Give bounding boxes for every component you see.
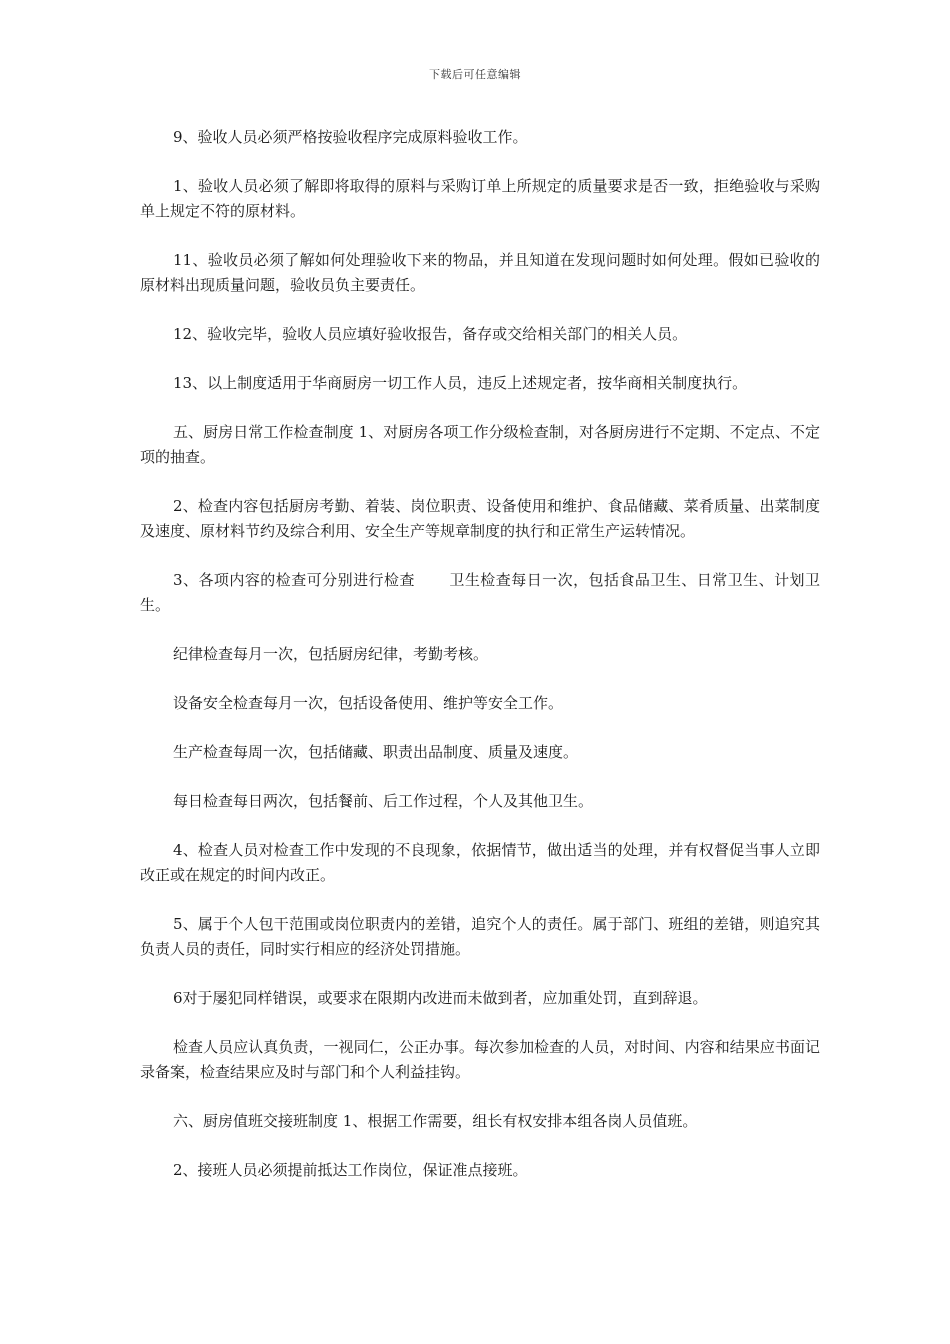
paragraph-section-six: 六、厨房值班交接班制度 1、根据工作需要，组长有权安排本组各岗人员值班。 xyxy=(173,1112,698,1130)
document-body xyxy=(140,125,820,1207)
paragraph-receiving-report: 12、验收完毕，验收人员应填好验收报告，备存或交给相关部门的相关人员。 xyxy=(173,325,688,343)
paragraph-scope: 13、以上制度适用于华商厨房一切工作人员，违反上述规定者，按华商相关制度执行。 xyxy=(173,374,748,392)
paragraph-inspector-conduct: 检查人员应认真负责，一视同仁，公正办事。每次参加检查的人员，对时间、内容和结果应书面记录备案，检查结果应及时与部门和个人利益挂钩。 xyxy=(140,1038,820,1081)
paragraph-handling-goods: 11、验收员必须了解如何处理验收下来的物品，并且知道在发现问题时如何处理。假如已验收的原材料出现质量问题，验收员负主要责任。 xyxy=(140,251,820,294)
paragraph-inspection-types xyxy=(140,568,820,618)
paragraph-inspection-content: 2、检查内容包括厨房考勤、着装、岗位职责、设备使用和维护、食品储藏、菜肴质量、出菜制度及速度、原材料节约及综合利用、安全生产等规章制度的执行和正常生产运转情况。 xyxy=(140,497,820,540)
paragraph-section-five: 五、厨房日常工作检查制度 1、对厨房各项工作分级检查制，对各厨房进行不定期、不定点、不定项的抽查。 xyxy=(140,423,820,466)
paragraph-quality-check: 1、验收人员必须了解即将取得的原料与采购订单上所规定的质量要求是否一致，拒绝验收与采购单上规定不符的原材料。 xyxy=(140,177,820,220)
inspection-types-lead: 3、各项内容的检查可分别进行检查 xyxy=(173,571,415,589)
paragraph-daily-check: 每日检查每日两次，包括餐前、后工作过程，个人及其他卫生。 xyxy=(173,792,594,810)
paragraph-receiving-procedure: 9、验收人员必须严格按验收程序完成原料验收工作。 xyxy=(173,128,528,146)
inspection-types-hygiene: 卫生检查每日一次，包括食品卫生、日常卫生、计划卫生。 xyxy=(140,571,820,614)
paragraph-production-check: 生产检查每周一次，包括储藏、职责出品制度、质量及速度。 xyxy=(173,743,579,761)
paragraph-equipment-check: 设备安全检查每月一次，包括设备使用、维护等安全工作。 xyxy=(173,694,564,712)
paragraph-repeat-offense: 6对于屡犯同样错误，或要求在限期内改进而未做到者，应加重处罚，直到辞退。 xyxy=(173,989,708,1007)
paragraph-responsibility: 5、属于个人包干范围或岗位职责内的差错，追究个人的责任。属于部门、班组的差错，则追究其负责人员的责任，同时实行相应的经济处罚措施。 xyxy=(140,915,820,958)
paragraph-inspector-authority: 4、检查人员对检查工作中发现的不良现象，依据情节，做出适当的处理，并有权督促当事人立即改正或在规定的时间内改正。 xyxy=(140,841,820,884)
paragraph-discipline-check: 纪律检查每月一次，包括厨房纪律，考勤考核。 xyxy=(173,645,489,663)
paragraph-shift-handover: 2、接班人员必须提前抵达工作岗位，保证准点接班。 xyxy=(173,1161,528,1179)
page-header-note: 下载后可任意编辑 xyxy=(429,68,521,81)
